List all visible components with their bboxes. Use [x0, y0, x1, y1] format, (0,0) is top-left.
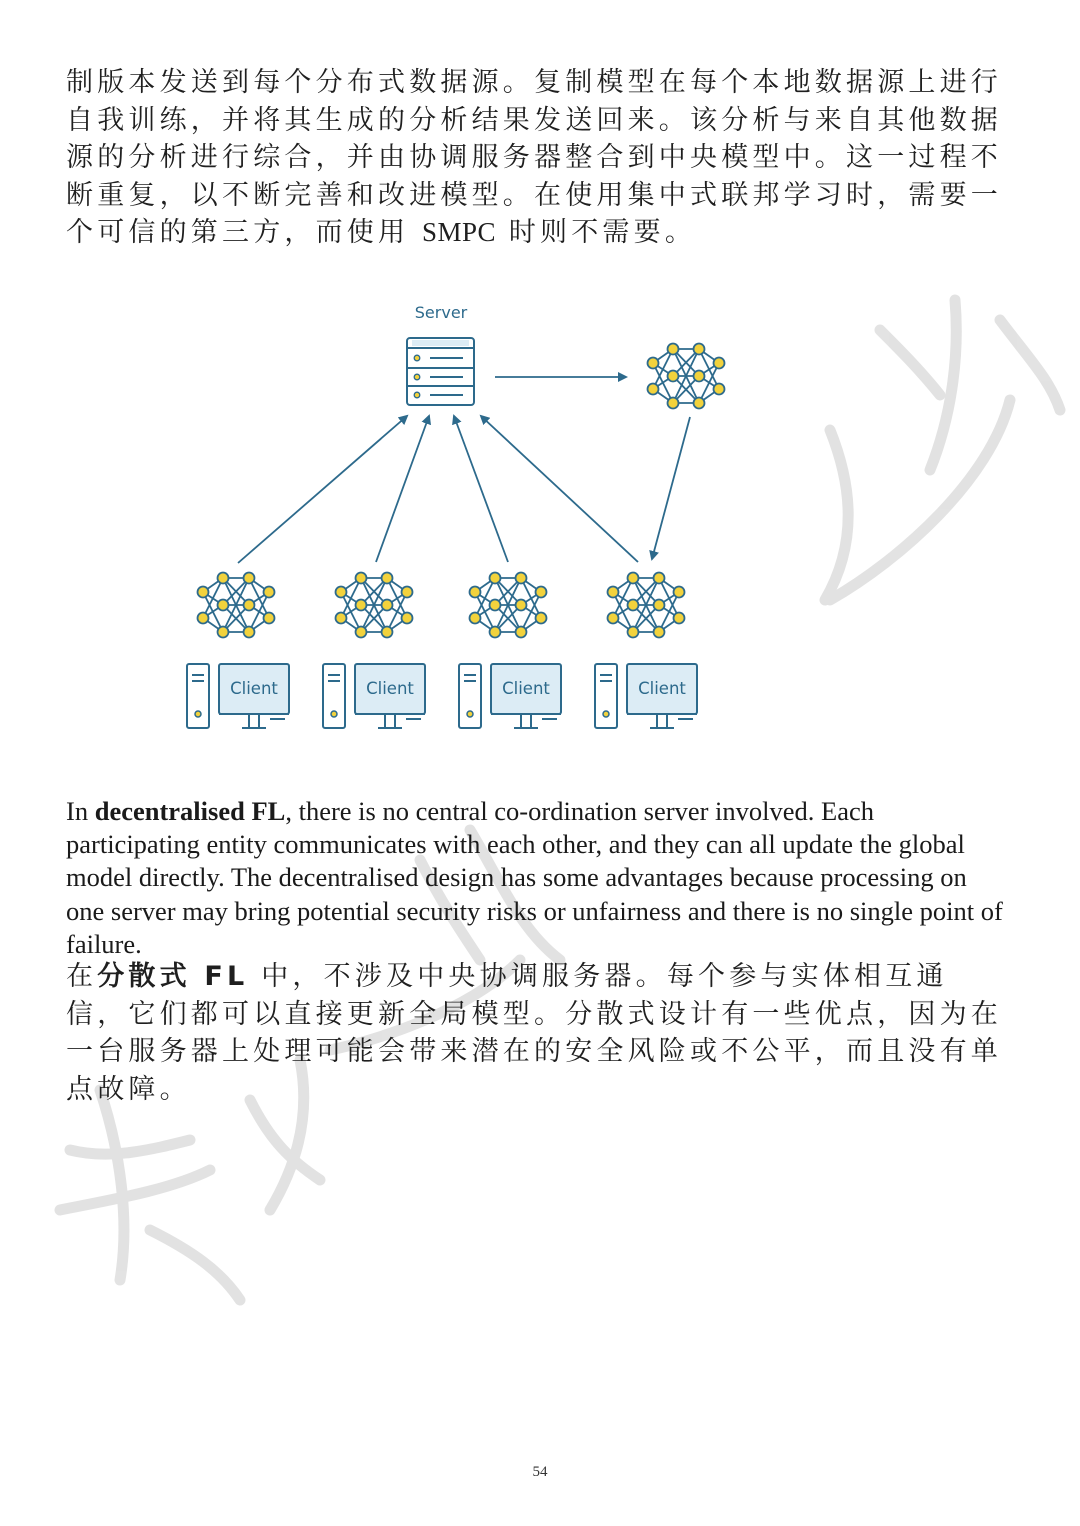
cn-term: 分散式 FL	[97, 961, 249, 992]
arrow-model-to-client-4	[652, 417, 690, 559]
client-computer-1	[187, 664, 289, 728]
client-label-1: Client	[230, 679, 278, 698]
arrow-client-3-to-server	[454, 416, 508, 562]
en-prefix: In	[66, 796, 95, 826]
client-label-3: Client	[502, 679, 550, 698]
server-label: Server	[414, 303, 468, 322]
client-computer-2	[323, 664, 425, 728]
cn-rest: 中，不涉及中央协调服务器。每个参与实体相互通信，它们都可以直接更新全局模型。分散式设计有一些优点，因为在一台服务器上处理可能会带来潜在的安全风险或不公平，而且没有单点故障。	[66, 961, 1002, 1105]
arrow-client-1-to-server	[238, 416, 407, 563]
intro-paragraph	[66, 64, 1006, 252]
intro-text-2: 时则不需要。	[496, 217, 697, 248]
client-computer-4	[595, 664, 697, 728]
page-number: 54	[532, 1464, 548, 1480]
decentralised-fl-paragraph-en	[66, 795, 1006, 961]
client-model-icon-2	[336, 573, 413, 638]
federated-learning-diagram	[150, 295, 770, 745]
server-icon	[407, 338, 474, 405]
intro-text-1: 制版本发送到每个分布式数据源。复制模型在每个本地数据源上进行自我训练，并将其生成的分析结果发送回来。该分析与来自其他数据源的分析进行综合，并由协调服务器整合到中央模型中。这一过程不断重复，以不断完善和改进模型。在使用集中式联邦学习时，需要一个可信的第三方，而使用	[66, 67, 1002, 248]
en-rest: , there is no central co-ordination server involved. Each participating entity communicates with each other, and they can all update the global model directly. The decentralised design has some advantages because processing on one server may bring potential security risks or unfairness and there is no single point of failure.	[66, 796, 1003, 959]
arrow-client-2-to-server	[376, 416, 429, 562]
client-label-2: Client	[366, 679, 414, 698]
client-model-icon-1	[198, 573, 275, 638]
client-label-4: Client	[638, 679, 686, 698]
arrow-client-4-to-server	[481, 416, 638, 562]
global-model-icon	[648, 344, 725, 409]
client-computer-3	[459, 664, 561, 728]
client-model-icon-4	[608, 573, 685, 638]
decentralised-fl-paragraph-cn	[66, 958, 1006, 1108]
en-term: decentralised FL	[94, 796, 286, 826]
cn-prefix: 在	[66, 961, 98, 992]
client-model-icon-3	[470, 573, 547, 638]
smpc-term: SMPC	[421, 217, 497, 247]
